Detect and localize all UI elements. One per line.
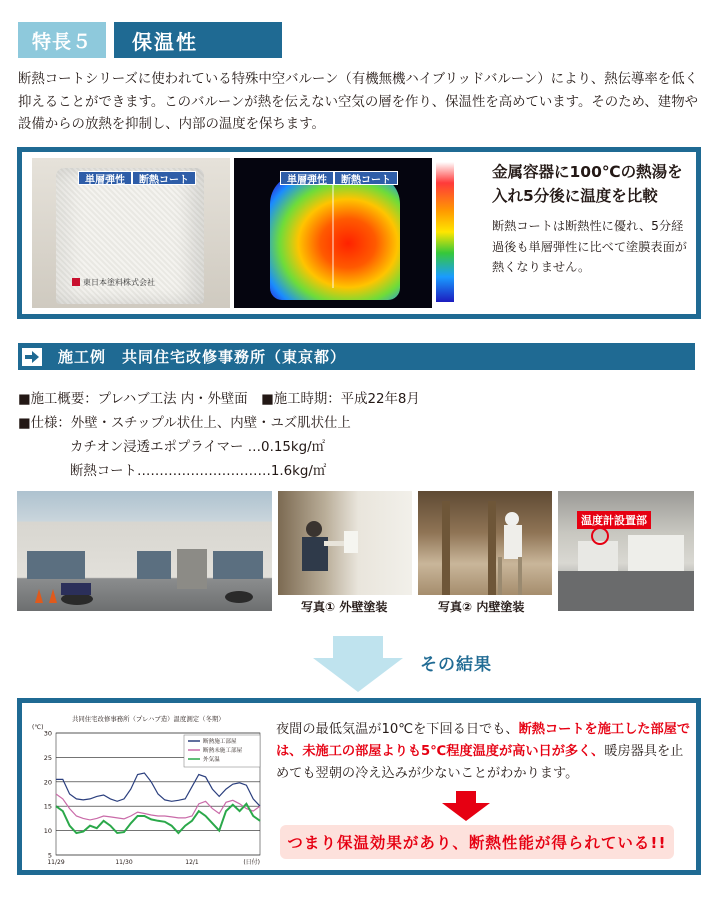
result-text-intro: 夜間の最低気温が10℃を下回る日でも、 xyxy=(276,722,519,737)
temperature-line-chart xyxy=(28,709,278,869)
comparison-heading-line1: 金属容器に100℃の熱湯を xyxy=(492,163,683,181)
tag-insulation: 断熱コート xyxy=(132,171,196,185)
comparison-heading-line2: 入れ5分後に温度を比較 xyxy=(492,187,658,205)
chart-title: 共同住宅改修事務所（プレハブ造）温度測定（冬期） xyxy=(72,715,225,723)
tag-single-layer-thermal: 単層弾性 xyxy=(280,171,334,185)
chart-x-tick: 11/30 xyxy=(115,859,133,866)
arrow-right-icon xyxy=(22,348,42,366)
chart-y-unit: (℃) xyxy=(32,724,44,731)
tag-insulation-thermal: 断熱コート xyxy=(334,171,398,185)
chart-legend-label: 断熱施工部屋 xyxy=(203,739,237,746)
maker-logo-icon xyxy=(72,278,80,286)
chart-y-tick: 5 xyxy=(47,851,52,860)
example-section-band xyxy=(18,343,695,370)
example-title: 施工例 共同住宅改修事務所（東京都） xyxy=(58,348,347,366)
result-paragraph xyxy=(276,719,696,785)
chart-y-tick: 30 xyxy=(43,729,52,738)
result-text-outro: 暖房器具を止めても翌朝の冷え込みが少ないことがわかります。 xyxy=(276,744,684,781)
spec-overview: ■施工概要：プレハブ工法 内・外壁面 ■施工時期：平成22年8月 xyxy=(18,392,420,407)
thermometer-location-badge: 温度計設置部 xyxy=(577,511,651,529)
feature-number-tag: 特長５ xyxy=(18,22,106,58)
thermal-tags xyxy=(280,171,398,185)
thermal-divider xyxy=(332,178,334,288)
conclusion-banner: つまり保温効果があり、断熱性能が得られている!! xyxy=(280,825,674,859)
chart-x-tick: 11/29 xyxy=(47,859,65,866)
comparison-heading xyxy=(492,160,692,208)
spec-coat: 断熱コート…………………………1.6kg/㎡ xyxy=(70,464,327,479)
chart-legend-label: 外気温 xyxy=(203,757,220,764)
building-exterior-photo xyxy=(17,491,272,611)
thermometer-location-photo xyxy=(558,491,694,611)
result-box xyxy=(17,698,701,875)
thermal-heat-blob xyxy=(270,174,400,300)
spec-finish: ■仕様：外壁・スチップル状仕上、内壁・ユズ肌状仕上 xyxy=(18,416,351,431)
photo-caption-interior: 写真② 内壁塗装 xyxy=(438,600,525,614)
can-photo xyxy=(32,158,230,308)
result-down-arrow xyxy=(313,636,403,692)
exterior-painting-photo xyxy=(278,491,412,595)
chart-y-tick: 15 xyxy=(43,802,52,811)
result-label: その結果 xyxy=(420,655,492,675)
result-text-highlight: 断熱コートを施工した部屋では、未施工の部屋よりも5℃程度温度が高い日が多く、 xyxy=(276,722,691,759)
comparison-text xyxy=(492,160,692,278)
chart-x-tick: 12/1 xyxy=(185,859,199,866)
intro-paragraph: 断熱コートシリーズに使われている特殊中空バルーン（有機無機ハイブリッドバルーン）により、熱伝導率を低く抑えることができます。このバルーンが熱を伝えない空気の層を作り、保温性を高めています。そのため、建物や設備からの放熱を抑制し、内部の温度を保ちます。 xyxy=(18,72,698,132)
feature-title: 保温性 xyxy=(114,22,282,58)
comparison-body: 断熱コートは断熱性に優れ、5分経過後も単層弾性に比べて塗膜表面が熱くなりません。 xyxy=(492,219,687,274)
temperature-color-scale xyxy=(436,162,454,302)
tag-single-layer: 単層弾性 xyxy=(78,171,132,185)
chart-y-tick: 10 xyxy=(43,827,52,836)
can-maker-text: 東日本塗料株式会社 xyxy=(83,277,155,287)
chart-x-unit: (日付) xyxy=(243,859,260,866)
can-photo-tags xyxy=(78,171,196,185)
chart-legend-label: 断熱未施工部屋 xyxy=(203,748,243,755)
spec-primer: カチオン浸透エポプライマー …0.15kg/㎡ xyxy=(70,440,326,455)
can-maker-label xyxy=(72,276,176,288)
temperature-scale-labels xyxy=(456,160,476,306)
thermal-image xyxy=(234,158,432,308)
feature-header xyxy=(18,22,700,58)
interior-painting-photo xyxy=(418,491,552,595)
photo-caption-exterior: 写真① 外壁塗装 xyxy=(301,600,388,614)
chart-y-tick: 25 xyxy=(43,753,52,762)
thermometer-location-ring xyxy=(591,527,609,545)
chart-y-tick: 20 xyxy=(43,778,52,787)
thermal-comparison-box xyxy=(17,147,701,319)
conclusion-down-arrow xyxy=(442,791,490,821)
